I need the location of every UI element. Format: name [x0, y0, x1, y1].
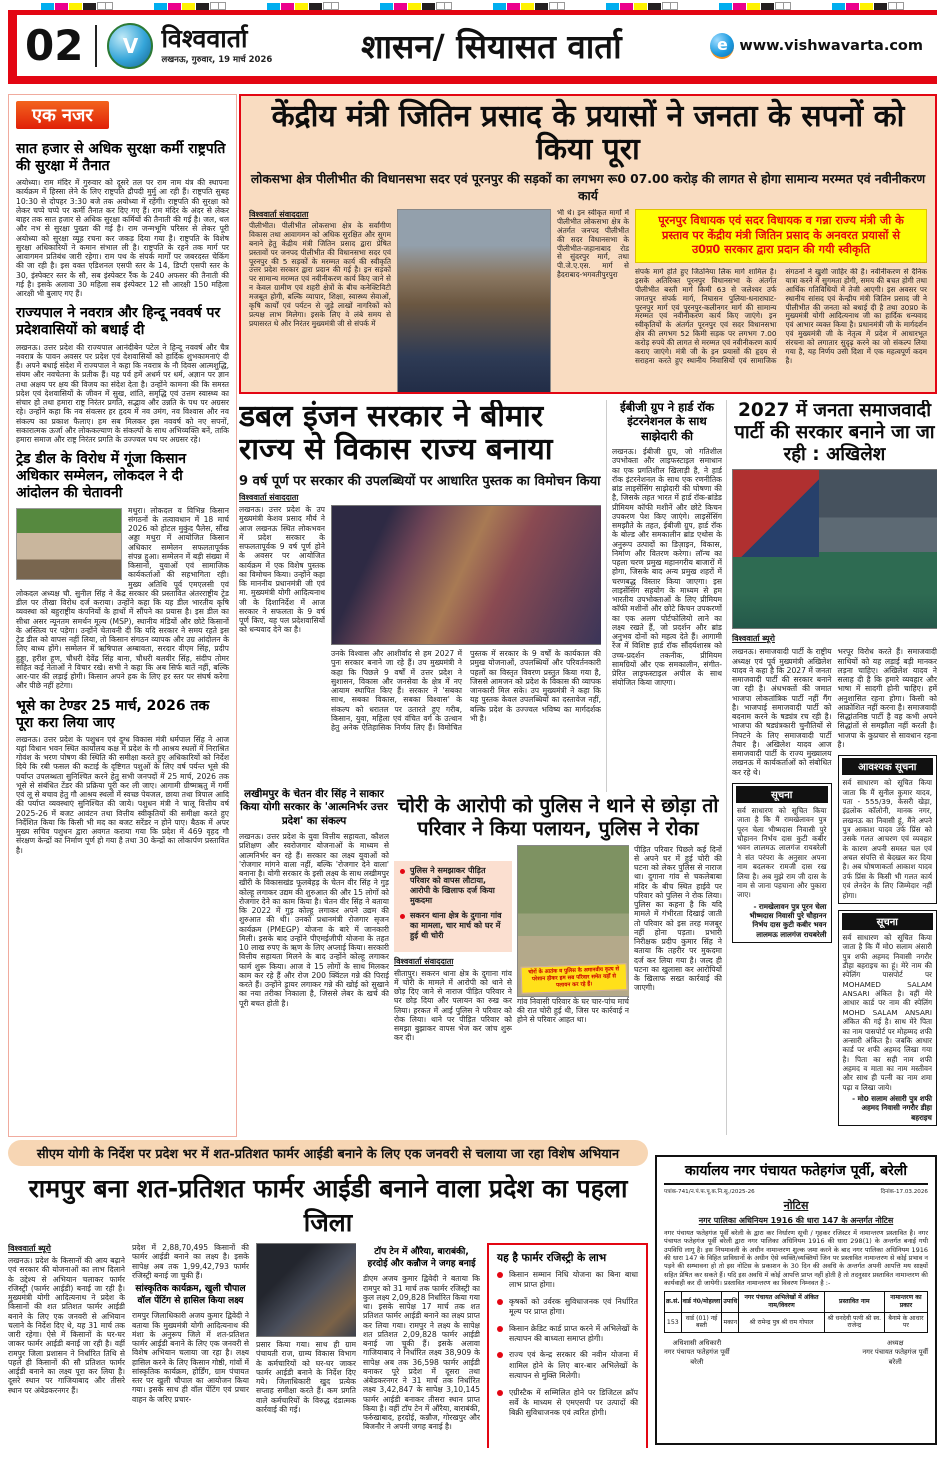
signatory-org: नगर पंचायत फतेहगंज पूर्वी	[664, 1348, 730, 1357]
col-header: नामान्तरण का प्रकार	[884, 1292, 927, 1313]
article-body-mid: गांव निवासी परिवार के घर चार-पांच मार्च की रात चोरी हुई थी, जिस पर कार्रवाई न होने से परिवार आहत था।	[517, 996, 629, 1025]
article-col4	[363, 1243, 480, 1448]
farmer-id-article	[8, 1140, 648, 1448]
byline: विश्ववार्ता संवाददाता	[239, 493, 299, 502]
signatory-city: बरेली	[690, 1357, 704, 1366]
article-body: लखनऊ। उत्तर प्रदेश के पशुधन एवं दुग्ध विकास मंत्री धर्मपाल सिंह ने आज यहां विधान भवन स्थित कार्यालय कक्ष में प्रदेश के गौ आश्रय स्थलों में निराश्रित गोवंश के भरण पोषण की स्थिति की समीक्षा करते हुए अधिकारियों को निर्देश दिये कि रबी फसल की कटाई के दृष्टिगत पशुओं के लिए वर्ष पर्यन्त भूसे की पर्याप्त उपलब्धता सुनिश्चित करने हेतु सभी जनपदों में 25 मार्च, 2026 तक भूसे से संबंधित टेंडर की प्रक्रिया पूरी कर ली जाए। आगामी ग्रीष्मऋतु में गर्मी एवं लू से बचाव हेतु गौ आश्रय स्थलों में स्वच्छ पेयजल, छाया तथा त्रिपाल आदि की पर्याप्त व्यवस्थाएं सुनिश्चित की जाये। पशुधन मंत्री ने चालू वित्तीय वर्ष 2025-26 में बजट आवंटन तथा वित्तीय स्वीकृतियों की समीक्षा करते हुए निर्देशित किया कि किसी भी मद का बजट सरेंडर न होने पाए। बैठक में अपर मुख्य सचिव पशुधन द्वारा अवगत कराया गया कि प्रदेश में 469 वृहद गौ संरक्षण केन्द्रों का निर्माण पूर्ण हो गया है तथा 30 केन्द्रों का लोकार्पण प्रस्तावित है।	[16, 734, 229, 855]
article-headline: राज्यपाल ने नवरात्र और हिन्दू नववर्ष पर प्रदेशवासियों को बधाई दी	[16, 305, 221, 339]
notice-title: सूचना	[842, 913, 934, 930]
lead-right-area	[635, 209, 927, 394]
article-body-col2: उनके विश्वास और आशीर्वाद से हम 2027 में पुनः सरकार बनाने जा रहे हैं। उप मुख्यमंत्री ने कहा कि पिछले 9 वर्षों में उत्तर प्रदेश ने सुशासन, विकास और जनसेवा के क्षेत्र में नए आयाम स्थापित किए हैं। सरकार ने 'सबका साथ, सबका विकास, सबका विश्वास' के संकल्प को धरातल पर उतारते हुए गरीब, किसान, युवा, महिला एवं वंचित वर्ग के उत्थान हेतु अनेक ऐतिहासिक निर्णय लिए हैं। विमोचित पुस्तक में सरकार के 9 वर्षों के कार्यकाल की प्रमुख योजनाओं, उपलब्धियों और परिवर्तनकारी पहलों का विस्तृत विवरण प्रस्तुत किया गया है, जिससे आमजन को प्रदेश के विकास की व्यापक जानकारी मिल सके। उप मुख्यमंत्री ने कहा कि यह पुस्तक केवल उपलब्धियों का दस्तावेज नहीं, बल्कि प्रदेश के उज्ज्वल भविष्य का मार्गदर्शक भी है।	[331, 649, 601, 732]
website-block	[710, 33, 937, 59]
table-row	[665, 1312, 928, 1333]
article-body-left: सीतापुर। सकरन थाना क्षेत्र के दुगाना गांव में चोरी के मामले में आरोपी को थाने से छोड़ दिए जाने से नाराज पीड़ित परिवार ने घर छोड़ दिया और पलायन का रुख कर लिया। हरकत में आई पुलिस ने परिवार को रोक लिया। थाने पर पीड़ित परिवार को समझा बुझाकर वापस भेज कर जांच शुरू कर दी।	[394, 968, 512, 1043]
sidebar-article	[16, 305, 229, 444]
sidebar-article	[16, 451, 229, 690]
name-change-notice	[732, 783, 832, 943]
article-subhead: टॉप टेन में औरैया, बाराबंकी, हरदोई और कन्नौज ने जगह बनाई	[367, 1247, 476, 1269]
lead-column-1	[249, 209, 391, 394]
article-col1	[8, 1243, 125, 1448]
farmers-conference-photo	[16, 508, 122, 580]
col-header: नगर पंचायत अभिलेखों में अंकित नाम/विवरण	[739, 1292, 825, 1313]
article-body-right: पीड़ित परिवार पिछले कई दिनों से अपने घर में हुई चोरी की घटना को लेकर पुलिस से नाराज था। दुगाना गांव से चकलेबाबा मंदिर के बीच स्थित हाईवे पर परिवार को पुलिस ने रोक लिया। पुलिस का कहना है कि यदि मामले में गंभीरता दिखाई जाती तो परिवार को इस तरह मजबूर नहीं होना पड़ता। प्रभारी निरीक्षक प्रदीप कुमार सिंह ने बताया कि तहरीर पर मुकदमा दर्ज कर लिया गया है। जल्द ही घटना का खुलासा कर आरोपियों के खिलाफ सख्त कार्रवाई की जाएगी।	[634, 844, 722, 993]
cell: वार्ड (01) नई बस्ती	[681, 1312, 722, 1333]
article-body: लखनऊ। प्रदेश के किसानों की आय बढ़ाने एवं सरकार की योजनाओं का लाभ दिलाने के उद्देश्य से अभियान चलाकर फार्मर रजिस्ट्री (फार्मर आईडी) बनाई जा रही है। मुख्यमंत्री योगी आदित्यनाथ ने प्रदेश के किसानों की शत प्रतिशत फार्मर आईडी बनाने के लिए एक जनवरी से अभियान चलाने के निर्देश दिए थे, यह 31 मार्च तक जारी रहेगा। ऐसे में किसानों के घर-घर जाकर फार्मर आईडी बनाई जा रही है। वहीं रामपुर जिला प्रशासन ने निर्धारित तिथि से पहले ही किसानों की सौ प्रतिशत फार्मर आईडी बनाने का लक्ष्य पूरा कर लिया है। दूसरे स्थान पर गाजियाबाद और तीसरे स्थान पर अंबेडकरनगर हैं।	[8, 1256, 125, 1395]
lead-column-2	[557, 209, 629, 394]
section-title: शासन/ सियासत वार्ता	[361, 27, 622, 66]
article-body-left: लखनऊ। समाजवादी पार्टी के राष्ट्रीय अध्यक्ष एवं पूर्व मुख्यमंत्री अखिलेश यादव ने कहा है कि 2027 में जनता समाजवादी पार्टी की सरकार बनाने जा रही है। अंधभक्तों की जमात भाजपा लोकतांत्रिक पार्टी नहीं गैंग है। भाजपाई समाजवादी पार्टी को बदनाम करने के षड्यंत्र रच रही है। भाजपा की षड्यंत्रकारी चुनौतियों से निपटने के लिए समाजवादी पार्टी तैयार है। अखिलेश यादव आज समाजवादी पार्टी के राज्य मुख्यालय लखनऊ में कार्यकर्ताओं को संबोधित कर रहे थे।	[732, 647, 832, 777]
article-body: लखनऊ। उत्तर प्रदेश की राज्यपाल आनंदीबेन पटेल ने हिन्दू नववर्ष और चैत्र नवरात्र के पावन अवसर पर प्रदेश एवं देशवासियों को हार्दिक शुभकामनाएं दी हैं। अपने बधाई संदेश में राज्यपाल ने कहा कि नवरात्र के नौ दिवस आत्मशुद्धि, संयम और नवचेतना के प्रतीक हैं। यह पर्व हमें अधर्म पर धर्म, अज्ञान पर ज्ञान तथा अक्षय पर क्षय की विजय का संदेश देता है। उन्होंने कामना की कि समस्त प्रदेश एवं देशवासियों के जीवन में सुख, शांति, समृद्धि एवं उत्तम स्वास्थ्य का संचार हो तथा हमारा राष्ट्र निरंतर प्रगति, सद्भाव और उन्नति के पथ पर अग्रसर रहे। उन्होंने कहा कि नव संवत्सर हर हृदय में नव उमंग, नव विश्वास और नव संकल्प का प्रकाश फैलाए। हम सब मिलकर इस नववर्ष को नए सपनों, सकारात्मक ऊर्जा और लोककल्याण के संकल्पों के साथ अभिव्यक्ति बनें, ताकि हमारा समाज और राष्ट्र निरंतर प्रगति के उज्ज्वल पथ पर अग्रसर रहे।	[16, 342, 229, 445]
article-body: प्रदेश में 2,88,70,495 किसानों की फार्मर आईडी बनाने का लक्ष्य है। इसके सापेक्ष अब तक 1,99,42,793 फार्मर रजिस्ट्री बनाई जा चुकी हैं।	[132, 1243, 249, 1280]
article-body: लखनऊ। उत्तर प्रदेश के युवा वित्तीय सहायता, कौशल प्रशिक्षण और स्वरोजगार योजनाओं के माध्यम से आत्मनिर्भर बन रहे हैं। सरकार का लक्ष्य युवाओं को 'रोजगार मांगने वाला नहीं, बल्कि 'रोजगार देने वाला' बनाना है। योगी सरकार के इसी लक्ष्य के साथ लखीमपुर खीरी के विकासखंड फूलबेहड़ के चेतन वीर सिंह ने गुड़ कोल्हू लगाकर उद्यम की शुरुआत की और 15 लोगों को रोजगार देने का काम किया है। चेतन वीर सिंह ने बताया कि 2022 में गुड़ कोल्हू लगाकर अपने उद्यम की शुरुआत की थी। उनको प्रधानमंत्री रोजगार सृजन कार्यक्रम (PMEGP) योजना के बारे में जानकारी मिली। इसके बाद उन्होंने पीएमईजीपी योजना के तहत 10 लाख रुपए के ऋण के लिए अप्लाई किया। सरकारी वित्तीय सहायता मिलने के बाद उन्होंने कोल्हू लगाकर फार्म शुरू किया। आज वे 15 लोगों के साथ मिलकर काम कर रहे हैं और रोज 200 क्विंटल गन्ने की पिराई करते हैं। उन्होंने ड्रायर लगाकर गन्ने की खोई को सुखाने का नया तरीका निकाला है, जिससे लेबर के खर्च की पूरी बचत होती है।	[239, 832, 389, 1008]
ek-nazar-sidebar	[8, 94, 237, 1137]
notice-title: आवश्यक सूचना	[842, 758, 934, 775]
theft-migration-article	[394, 795, 722, 1132]
benefit-item: राज्य एवं केन्द्र सरकार की नवीन योजना में शामिल होने के लिए बार-बार अभिलेखों के सत्यापन से मुक्ति मिलेगी।	[497, 1350, 638, 1381]
article-left-col	[394, 845, 512, 1117]
newspaper-logo-icon: V	[107, 23, 153, 69]
kicker-strip: सीएम योगी के निर्देश पर प्रदेश भर में शत-प्रतिशत फार्मर आईडी बनाने के लिए एक जनवरी से चलाया जा रहा विशेष अभियान	[8, 1140, 648, 1166]
cell: बैनामे के आधार पर	[884, 1312, 927, 1333]
article-right-col	[838, 647, 938, 1126]
signatory-role: अधिशासी अधिकारी	[672, 1339, 722, 1348]
registry-office-photo	[256, 1243, 356, 1337]
benefits-box	[487, 1243, 648, 1448]
newspaper-name: विश्ववार्ता	[161, 24, 248, 53]
col-header: वार्ड नं0/मोहल्ला	[681, 1292, 722, 1313]
col-header: उपाधि	[722, 1292, 739, 1313]
lead-article	[239, 94, 937, 394]
masthead-block	[161, 26, 272, 65]
sp-meeting-photo	[732, 469, 937, 629]
website-url[interactable]: www.vishwavarta.com	[739, 37, 923, 54]
byline: विश्ववार्ता संवाददाता	[394, 956, 454, 966]
col-header: क्र.सं.	[665, 1292, 682, 1313]
spelling-correction-notice	[838, 910, 938, 1126]
article-headline: सात हजार से अधिक सुरक्षा कर्मी राष्ट्रपति की सुरक्षा में तैनात	[16, 141, 226, 175]
article-col3	[256, 1243, 356, 1448]
ebg-article	[606, 400, 722, 792]
highlights-list	[394, 861, 512, 952]
article-body: मथुरा। लोकदल व विभिन्न किसान संगठनों के तत्वावधान में 18 मार्च 2026 को होटल मुकुंद पैलेस, सौंख अड्डा मथुरा में आयोजित किसान अधिकार सम्मेलन सफलतापूर्वक संपन्न हुआ। सम्मेलन में बड़ी संख्या में किसानों, युवाओं एवं सामाजिक कार्यकर्ताओं की सहभागिता रही। मुख्य अतिथि पूर्व एमएलसी एवं लोकदल अध्यक्ष चौ. सुनील सिंह ने केंद्र सरकार की प्रस्तावित अंतरराष्ट्रीय ट्रेड डील पर तीखा विरोध दर्ज कराया। उन्होंने कहा कि यह डील भारतीय कृषि व्यवस्था को बहुराष्ट्रीय कंपनियों के हाथों में सौंपने का प्रयास है। इस डील का सीधा असर न्यूनतम समर्थन मूल्य (MSP), स्थानीय मंडियों और छोटे किसानों के अस्तित्व पर पड़ेगा। उन्होंने चेतावनी दी कि यदि सरकार ने समय रहते इस ट्रेड डील को वापस नहीं लिया, तो किसान संगठन व्यापक और उग्र आंदोलन के लिए बाध्य होंगे। सम्मेलन में ऋषिपाल अम्बावता, सरदार वीएम सिंह, प्रदीप हुड्डा, हरीश हूण, चौधरी देवेंद्र सिंह बाना, चौधरी बलवीर सिंह, संदीप तोमर सहित कई नेताओं ने विचार रखे। सभी ने कहा कि अब सिर्फ बातें नहीं, बल्कि आर-पार की लड़ाई होगी। किसान अपने हक के लिए हर स्तर पर संघर्ष करेगा और पीछे नहीं हटेगा।	[16, 505, 229, 691]
benefits-title: यह है फार्मर रजिस्ट्री के लाभ	[497, 1252, 607, 1264]
notice-body: सर्व साधारण को सूचित किया जाता कि मैं सुनील कुमार यादव, पता - 555/39, केसरी खेड़ा, इंद्रलोक कॉलोनी, मानक नगर, लखनऊ का निवासी हूं, मैंने अपने पुत्र आकाश यादव उर्फ प्रिंस को उसके गलत आचरण एवं व्यवहार के कारण अपनी समस्त चल एवं अचल संपत्ति से बेदखल कर दिया है। अब घोषणाकर्ता आकाश यादव उर्फ प्रिंस के किसी भी गलत कार्य एवं लेनदेन के लिए जिम्मेदार नहीं होगा।	[842, 778, 932, 900]
akhilesh-article	[726, 400, 937, 1135]
benefit-item: किसान क्रेडिट कार्ड प्राप्त करने में अभिलेखों के सत्यापन की बाध्यता समाप्त होगी।	[497, 1324, 638, 1345]
col-header: प्रस्तावित नाम	[824, 1292, 884, 1313]
jitin-prasad-photo	[397, 209, 551, 394]
municipal-notice	[655, 1155, 937, 1445]
browser-e-icon: e	[710, 33, 734, 59]
benefit-item: कृषकों को उर्वरक सुविधाजनक एवं निर्धारित मूल्य पर प्राप्त होगा।	[497, 1297, 638, 1318]
signatory-city: बरेली	[888, 1357, 902, 1366]
benefit-item: किसान सम्मान निधि योजना का बिना बाधा लाभ प्राप्त होगा।	[497, 1270, 638, 1291]
article-body: अयोध्या। राम मंदिर में गुरुवार को दूसरे तल पर राम नाम यंत्र की स्थापना कार्यक्रम में हिस्सा लेने के लिए राष्ट्रपति द्रौपदी मुर्मु आ रही हैं। राष्ट्रपति सुबह 10:30 से दोपहर 3:30 बजे तक अयोध्या में रहेंगी। राष्ट्रपति की सुरक्षा को लेकर चप्पे चप्पे पर कर्मी तैनात कर दिए गए हैं। राम मंदिर के अंदर से लेकर बाहर तक सात हजार से अधिक सुरक्षा कर्मियों की तैनाती की गई है। जल, थल और नभ से सुरक्षा पुख्ता की गई है। राम जन्मभूमि परिसर से लेकर पूरी अयोध्या को सुरक्षा व्यूह रचना कर जकड़ दिया गया है। राष्ट्रपति के विशेष सुरक्षा अधिकारियों ने कमान संभाल ली है। राष्ट्रपति के रहने तक मार्ग पर आवागमन प्रतिबंध जारी रहेगा। राम पथ के संपर्क मार्गों पर जबरदस्त चेकिंग की जा रही है। इस वक्त एडिशनल एसपी स्तर के 14, डिप्टी एसपी स्तर के 30, इंस्पेक्टर स्तर के सौ, सब इंस्पेक्टर रैंक के 240 अफसर की तैनाती की गई है। इसके अलावा 30 महिला सब इंस्पेक्टर 12 सौ आरक्षी 150 महिला आरक्षी भी बुलाए गए हैं।	[16, 178, 229, 299]
sp-flag-shape	[733, 470, 819, 557]
signatory-org: नगर पंचायत फतेहगंज पूर्वी	[862, 1348, 928, 1357]
byline: विश्ववार्ता ब्यूरो	[8, 1244, 51, 1253]
article-subhead: सांस्कृतिक कार्यक्रम, खुली चौपाल वॉल पेंटिंग से हासिल किया लक्ष्य	[135, 1284, 246, 1306]
article-headline: ईबीजी ग्रुप ने हार्ड रॉक इंटरनेशनल के साथ साझेदारी की	[620, 400, 714, 443]
notice-body: सर्व साधारण को सूचित किया जाता है कि मैं रामखेलावन पुत्र पूरन चेला भीष्मदास निवासी पुरे चौहानन निर्भय दास कुटी कबीर भवन लालमऊ लालगंज रायबरेली ने संत परंपरा के अनुसार अपना नाम बदलकर रामजी दास रख लिया है। अब मुझे राम जी दास के नाम से जाना पहचाना और पुकारा जाए।	[737, 805, 827, 900]
highlight-box: पूरनपुर विधायक एवं सदर विधायक व गन्ना राज्य मंत्री जी के प्रस्ताव पर केंद्रीय मंत्री जितिन प्रसाद के अनवरत प्रयासों से उ0प्र0 सरकार द्वारा प्रदान की गयी स्वीकृति	[635, 209, 927, 263]
highlight-item: सकरन थाना क्षेत्र के दुगाना गांव का मामला, चार मार्च को घर में हुई थी चोरी	[400, 911, 506, 941]
notice-date: दिनांक-17.03.2026	[880, 1189, 928, 1195]
migration-banner-photo	[517, 845, 629, 997]
page-number: 02	[17, 25, 97, 67]
book-launch-photo	[331, 505, 601, 645]
signatory-left	[664, 1339, 730, 1367]
article-left-col	[732, 647, 832, 1126]
double-engine-article	[239, 400, 601, 784]
lead-body-right: संपर्क मार्ग होते हुए जिठनिया लिंक मार्ग शामिल है। इसके अतिरिक्त पूरनपुर विधानसभा के अंतर्गत पीलीभीत बस्ती मार्ग किमी 63 से जलेश्वर उर्फ जगतपुर संपर्क मार्ग, निघासन पुलिया-धनाराघाट-पूरनपुर मार्ग एवं पूरनपुर-कलीनगर मार्ग की सामान्य मरम्मत एवं नवीनीकरण कार्य किए जाएंगे। इन स्वीकृतियों के अंतर्गत पूरनपुर एवं सदर विधानसभा क्षेत्र की लगभग 52 किमी सड़क पर लगभग 7.00 करोड़ रुपये की लागत से मरम्मत एवं नवीनीकरण कार्य कराए जाएंगे। मंत्री जी के इन प्रयासों की हृदय से सराहना करते हुए स्थानीय निवासियों एवं सामाजिक संगठनों ने खुशी जाहिर की है। नवीनीकरण से दैनिक यात्रा करने में सुगमता होगी, समय की बचत होगी तथा आर्थिक गतिविधियों में तेजी आएगी। इस अवसर पर स्थानीय सांसद एवं केन्द्रीय मंत्री जितिन प्रसाद जी ने पीलीभीत की जनता को बधाई दी है तथा उ0प्र0 के मुख्यमंत्री योगी आदित्यनाथ जी का हार्दिक धन्यवाद एवं आभार व्यक्त किया है। प्रधानमंत्री जी के मार्गदर्शन एवं मुख्यमंत्री जी के नेतृत्व में प्रदेश में आधारभूत संरचना को लगातार सुदृढ़ करने का जो संकल्प लिया गया है, यह निर्णय उसी दिशा में एक महत्वपूर्ण कदम है।	[635, 268, 927, 365]
article-body: रामपुर जिलाधिकारी अजय कुमार द्विवेदी ने बताया कि मुख्यमंत्री योगी आदित्यनाथ की मंशा के अनुरूप जिले में शत-प्रतिशत फार्मर आईडी बनाने के लिए एक जनवरी से विशेष अभियान चलाया जा रहा है। लक्ष्य हासिल करने के लिए किसान गोष्ठी, गांवों में सांस्कृतिक कार्यक्रम, होर्डिंग, ग्राम पंचायत स्तर पर खुली चौपाल का आयोजन किया गया। इसके साथ ही वॉल पेंटिंग एवं प्रचार वाहन के जरिए प्रचार-	[132, 1311, 249, 1404]
highlight-item: पुलिस ने समझाकर पीड़ित परिवार को वापस लौटाया, आरोपी के खिलाफ दर्ज किया मुकदमा	[400, 866, 506, 906]
article-headline: चोरी के आरोपी को पुलिस ने थाने से छोड़ा तो परिवार ने किया पलायन, पुलिस ने रोका	[397, 795, 719, 840]
cell: श्री धनदेवी पत्नी श्री स्व. राजेन्द्र	[824, 1312, 884, 1333]
ek-nazar-badge: एक नजर	[16, 101, 109, 129]
notice-body: सर्व साधारण को सूचित किया जाता है कि मैं मो0 सलाम अंसारी पुत्र शफी अहमद निवासी नगरौर डीहा बहराइच का हूं। मेरे नाम की स्पेलिंग पासपोर्ट पर MOHAMED SALAM ANSARI अंकित है। वहीं मेरे आधार कार्ड पर नाम की स्पेलिंग MOHD SALAM ANSARI अंकित की गई है। साथ मेरे पिता का नाम पासपोर्ट पर मोहम्मद शफी अन्सारी अंकित है। जबकि आधार कार्ड पर शफी अहमद लिखा गया है। पिता का सही नाम शफी अहमद व माता का नाम मस्तीवन और साथ ही पत्नी का नाम शमा पढ़ा व लिखा जाये।	[842, 932, 932, 1092]
lead-body-left: पीलीभीत। पीलीभीत लोकसभा क्षेत्र के सर्वांगीण विकास तथा आवागमन को अधिक सुरक्षित और सुगम बनाने हेतु केंद्रीय मंत्री जितिन प्रसाद द्वारा प्रेषित प्रस्तावों पर जनपद पीलीभीत की विधानसभा सदर एवं पूरनपुर की 5 सड़कों के मरम्मत कार्य की स्वीकृति उत्तर प्रदेश सरकार द्वारा प्रदान की गई है। इन सड़कों पर सामान्य मरम्मत एवं नवीनीकरण कार्य किए जाने से न केवल ग्रामीण एवं शहरी क्षेत्रों के बीच कनेक्टिविटी मजबूत होगी, बल्कि व्यापार, शिक्षा, स्वास्थ्य सेवाओं, कृषि कार्यों एवं पर्यटन से जुड़े लाखों नागरिकों को प्रत्यक्ष लाभ मिलेगा। इसके लिए वे लंबे समय से प्रयासरत थे और निरंतर मुख्यमंत्री जी से संपर्क में	[249, 221, 391, 328]
cell: 153	[665, 1312, 682, 1333]
article-headline: 2027 में जनता समाजवादी पार्टी की सरकार बनाने जा जा रही : अखिलेश	[734, 400, 935, 465]
signatory-role: अध्यक्ष	[886, 1339, 904, 1348]
article-headline: रामपुर बना शत-प्रतिशत फार्मर आईडी बनाने वाला प्रदेश का पहला जिला	[28, 1174, 628, 1237]
reference-number: पत्रांक-741/न.पं.फ.पू.क.नि.सू./2025-26	[664, 1189, 755, 1195]
article-mid-col	[517, 845, 629, 1117]
mutation-table	[664, 1291, 928, 1333]
cell: श्री रामेन्द्र पुत्र श्री राम गोपाल	[739, 1312, 825, 1333]
benefit-item: एग्रीस्टैक में सम्मिलित होने पर डिजिटल क्रॉप सर्वे के माध्यम से एमएसपी पर उत्पादों की बिक्री सुविधाजनक एवं त्वरित होगी।	[497, 1388, 638, 1419]
lead-subhead: लोकसभा क्षेत्र पीलीभीत की विधानसभा सदर एवं पूरनपुर की सड़कों का लगभग रू0 07.00 करोड़ की लागत से होगा सामान्य मरम्मत एवं नवीनीकरण कार्य	[250, 172, 926, 203]
notice-subtitle: नगर पालिका अधिनियम 1916 की धारा 147 के अन्तर्गत नोटिस	[698, 1216, 894, 1225]
article-subhead: 9 वर्ष पूर्ण पर सरकार की उपलब्धियों पर आधारित पुस्तक का विमोचन किया	[239, 474, 601, 489]
office-title: कार्यालय नगर पंचायत फतेहगंज पूर्वी, बरेली	[664, 1161, 928, 1185]
article-body-col1: लखनऊ। उत्तर प्रदेश के उप मुख्यमंत्री केशव प्रसाद मौर्य ने आज लखनऊ स्थित लोकभवन में प्रदेश सरकार के सफलतापूर्वक 9 वर्ष पूर्ण होने के अवसर पर आयोजित कार्यक्रम में एक विशेष पुस्तक का विमोचन किया। उन्होंने कहा कि माननीय प्रधानमंत्री जी एवं मा. मुख्यमंत्री योगी आदित्यनाथ जी के दिशानिर्देश में आज सरकार ने सफलता के 9 वर्ष पूर्ण किए, यह पल प्रदेशवासियों को धन्यवाद देने का है।	[239, 505, 325, 635]
byline: विश्ववार्ता संवाददाता	[249, 210, 309, 219]
lead-body-mid: भी थे। इन स्वीकृत मार्गों में पीलीभीत लोकसभा क्षेत्र के अंतर्गत जनपद पीलीभीत की सदर विधानसभा के पीलीभीत-जहानाबाद रोड से सुंदरपुर मार्ग, तथा पी.जे.ए.एस. मार्ग से हैदराबाद-भगवतीपुरपुरा	[557, 209, 629, 280]
cell: मकान	[722, 1312, 739, 1333]
article-body: लखनऊ। ईबीजी ग्रुप, जो गतिशील उपभोक्ता और लाइफस्टाइल समाधान का एक प्रगतिशील खिलाड़ी है, ने हार्ड रॉक इंटरनेशनल के साथ एक रणनीतिक ब्रांड लाइसेंसिंग साझेदारी की घोषणा की है, जिसके तहत भारत में हार्ड रॉक-ब्रांडेड प्रीमियम कॉफी मशीनें और छोटे किचन उपकरण पेश किए जाएंगे। लाइसेंसिंग समझौते के तहत, ईबीजी ग्रुप, हार्ड रॉक के बोल्ड और समकालीन ब्रांड एथोस के अनुरूप उत्पादों का डिज़ाइन, विकास, निर्माण और वितरण करेगा। लॉन्च का पहला चरण प्रमुख महानगरीय बाजारों में होगा, जिसके बाद अन्य प्रमुख शहरों में चरणबद्ध विस्तार किया जाएगा। इस लाइसेंसिंग सहयोग के माध्यम से हम भारतीय उपभोक्ताओं के लिए प्रीमियम कॉफी मशीनों और छोटे किचन उपकरणों का एक अलग पोर्टफोलियो लाने का लक्ष्य रखते हैं, जो प्रदर्शन और ब्रांड अनुभव दोनों को महत्व देते हैं। आगामी रेंज में विशिष्ट हार्ड रॉक सौंदर्यशास्त्र को उच्च-प्रदर्शन तकनीक, प्रीमियम सामग्रियों और एक समकालीन, संगीत-प्रेरित लाइफस्टाइल अपील के साथ संयोजित किया जाएगा।	[612, 447, 722, 688]
article-headline: डबल इंजन सरकार ने बीमार राज्य से विकास राज्य बनाया	[239, 400, 553, 467]
article-right-area	[331, 505, 601, 753]
article-body: प्रसार किया गया। साथ ही ग्राम पंचायती राज, ग्राम्य विकास विभाग के कर्मचारियों को घर-घर जाकर फार्मर आईडी बनाने के निर्देश दिए गये। जिलाधिकारी खुद प्रत्येक सप्ताह समीक्षा करते हैं। कम प्रगति वाले कर्मचारियों के विरुद्ध दंडात्मक कार्रवाई की गई।	[256, 1340, 356, 1414]
edition-dateline: लखनऊ, गुरुवार, 19 मार्च 2026	[161, 55, 273, 65]
article-col2	[132, 1243, 249, 1448]
lead-headline: केंद्रीय मंत्री जितिन प्रसाद के प्रयासों ने जनता के सपनों को किया पूरा	[271, 99, 905, 167]
notice-signature: - मो0 सलाम अंसारी पुत्र शफी अहमद निवासी नगरौर डीहा बहराइच	[852, 1094, 932, 1122]
notice-title: सूचना	[736, 786, 828, 803]
notice-body: नगर पंचायत फतेहगंज पूर्वी बरेली के द्वारा कर निर्धारण सूची / गृहकर रजिस्टर में नामान्तरण प्रस्तावित है। नगर पंचायत फतेहगंज पूर्वी बरेली द्वारा नगर पालिका अधिनियम 1916 की धारा 298(1) के अन्तर्गत बनाई गयी उपविधि लागू है। इस नियमावली के अधीन नामान्तरण शुल्क जमा करने के बाद नगर पालिका अधिनियम 1916 की धारा 147 के विहित प्राविधानों के अधीन ऐसे व्यक्ति/व्यक्तियों जिन पर प्रस्तावित नामान्तरण से कोई प्रभाव न पड़ने की सम्भावना हो तो इस नोटिस के प्रकाशन के 30 दिन की अवधि के अन्तर्गत अपनी आपत्ति मय साक्ष्यों सहित प्रेषित कर सकते हैं। यदि इस अवधि में कोई आपत्ति प्राप्त नहीं होती है तो तदनुसार प्रस्तावित नामान्तरण की कार्यवाही कर दी जायेगी। प्रस्तावित नामान्तरण का विवरण निम्नवत है :-	[664, 1229, 928, 1287]
protest-banner-text: चोरों के आतंक व पुलिस के अमानवीय कृत्य से परेशान होकर हम सब परिवार समेत यहाँ से पलायन कर रहे हैं।	[521, 963, 628, 994]
disinheritance-notice	[838, 755, 938, 904]
article-body: डीएम अजय कुमार द्विवेदी ने बताया कि रामपुर को 31 मार्च तक फार्मर रजिस्ट्री का कुल लक्ष्य 2,09,828 निर्धारित किया गया था। इसके सापेक्ष 17 मार्च तक शत प्रतिशत फार्मर आईडी बनाने का लक्ष्य प्राप्त कर लिया गया। रामपुर ने लक्ष्य के सापेक्ष शत प्रतिशत 2,09,828 फार्मर आईडी बनाई जा चुकी हैं। इसके अलावा गाजियाबाद ने निर्धारित लक्ष्य 38,909 के सापेक्ष अब तक 36,598 फार्मर आईडी बनाकर पूरे प्रदेश में दूसरा तथा अंबेडकरनगर ने 31 मार्च तक निर्धारित लक्ष्य 3,42,847 के सापेक्ष 3,10,145 फार्मर आईडी बनाकर तीसरा स्थान प्राप्त किया है। वहीं टॉप टेन में औरैया, बाराबंकी, फर्रुखाबाद, हरदोई, कन्नौज, गोरखपुर और बिजनौर ने अपनी जगह बनाई है।	[363, 1274, 480, 1432]
sidebar-article	[16, 141, 229, 298]
byline: विश्ववार्ता ब्यूरो	[732, 634, 775, 644]
notice-title: नोटिस	[783, 1199, 809, 1212]
article-headline: भूसे का टेण्डर 25 मार्च, 2026 तक पूरा करा लिया जाए	[16, 697, 210, 731]
benefits-list	[497, 1270, 638, 1419]
notice-signature: - रामखेलावन पुत्र पूरन चेला भीष्मदास निवासी पुरे चौहानन निर्भय दास कुटी कबीर भवन लालमऊ लालगंज रायबरेली	[749, 901, 827, 939]
article-headline: लखीमपुर के चेतन वीर सिंह ने साकार किया योगी सरकार के 'आत्मनिर्भर उत्तर प्रदेश' का संकल्प	[240, 788, 388, 827]
signatory-right	[862, 1339, 928, 1367]
article-headline: ट्रेड डील के विरोध में गूंजा किसान अधिकार सम्मेलन, लोकदल ने दी आंदोलन की चेतावनी	[16, 451, 187, 502]
article-body-right: भरपूर विरोध करते हैं। समाजवादी साथियों को यह लड़ाई बड़ी मानकर लड़ना चाहिए। अखिलेश यादव ने सलाह दी है कि हमारे व्यवहार और भाषा में सादगी होनी चाहिए। हमें अनुशासित रहना होगा। किसी को आक्रोशित नहीं करना है। समाजवादी सिद्धांतनिष्ठ पार्टी है वह कभी अपने सिद्धांतों से समझौता नहीं करती है। भाजपा के कुप्रचार से सावधान रहना है।	[837, 647, 937, 749]
lakhimpur-article	[239, 788, 389, 1132]
sidebar-article	[16, 698, 229, 855]
masthead-header	[8, 10, 937, 84]
